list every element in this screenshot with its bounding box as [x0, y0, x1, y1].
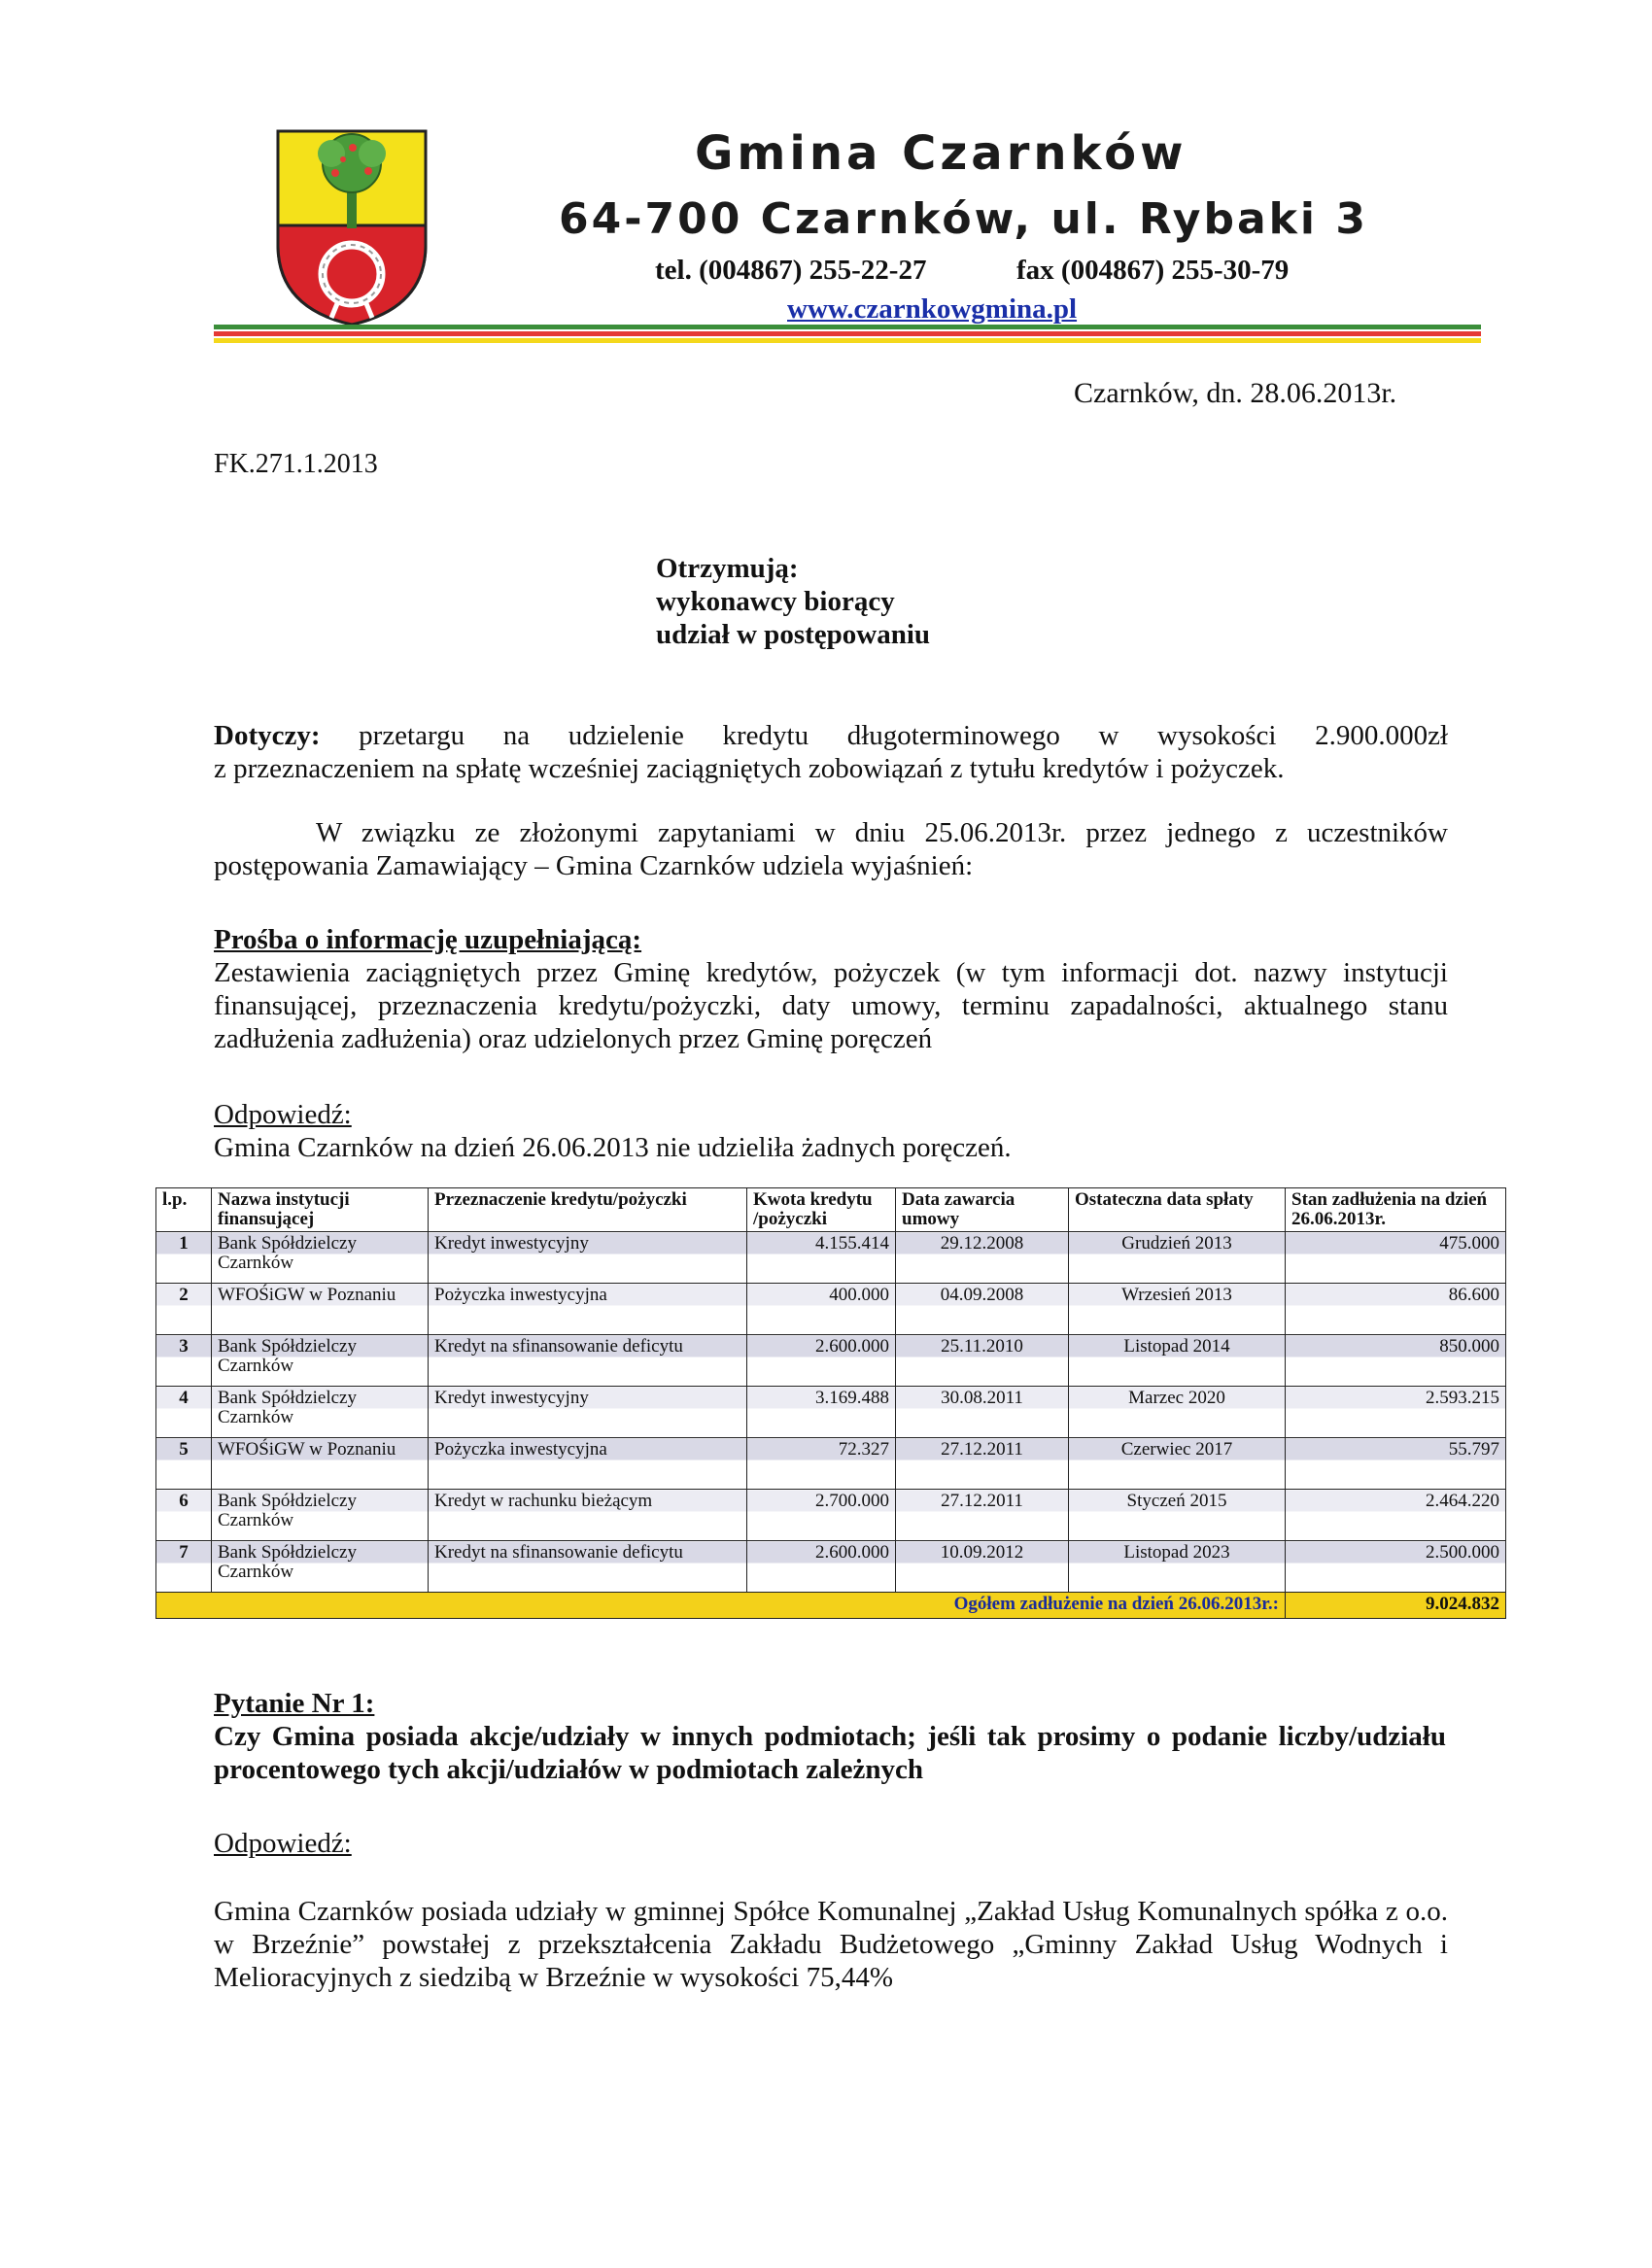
column-header: Przeznaczenie kredytu/pożyczki	[429, 1188, 747, 1232]
table-row	[156, 1387, 1506, 1438]
cell-debt: 475.000	[1286, 1232, 1506, 1284]
column-header: Kwota kredytu /pożyczki	[747, 1188, 896, 1232]
cell-debt: 850.000	[1286, 1335, 1506, 1387]
request-heading: Prośba o informację uzupełniającą:	[214, 924, 642, 955]
cell-amount: 2.600.000	[747, 1541, 896, 1593]
column-header: Data zawarcia umowy	[896, 1188, 1069, 1232]
table-row	[156, 1541, 1506, 1593]
cell-lp: 7	[156, 1541, 212, 1593]
table-row	[156, 1438, 1506, 1490]
cell-contract-date: 27.12.2011	[896, 1490, 1069, 1541]
cell-lp: 2	[156, 1284, 212, 1335]
subject-label: Dotyczy:	[214, 720, 321, 751]
request-body: Zestawienia zaciągniętych przez Gminę kredytów, pożyczek (w tym informacji dot. nazwy instytucji finansującej, przeznaczenia kredytu/pożyczki, daty umowy, terminu zapadalności, aktualnego stanu zadłużenia zadłużenia) oraz udzielonych przez Gminę poręczeń	[214, 957, 1448, 1054]
cell-institution: WFOŚiGW w Poznaniu	[212, 1438, 429, 1490]
date-line: Czarnków, dn. 28.06.2013r.	[1074, 377, 1397, 409]
municipality-address: 64-700 Czarnków, ul. Rybaki 3	[559, 194, 1368, 244]
answer-text: Gmina Czarnków posiada udziały w gminnej Spółce Komunalnej „Zakład Usług Komunalnych spółka z o.o. w Brzeźnie” powstałej z przekształcenia Zakładu Budżetowego „Gminny Zakład Usług Wodnych i Melioracyjnych z siedzibą w Brzeźnie w wysokości 75,44%	[214, 1896, 1448, 1993]
cell-lp: 1	[156, 1232, 212, 1284]
table-row	[156, 1335, 1506, 1387]
cell-repayment-date: Marzec 2020	[1069, 1387, 1286, 1438]
answer-section	[214, 1098, 1448, 1164]
cell-institution: Bank Spółdzielczy Czarnków	[212, 1335, 429, 1387]
total-label: Ogółem zadłużenie na dzień 26.06.2013r.:	[156, 1593, 1286, 1619]
intro-text: W związku ze złożonymi zapytaniami w dniu 25.06.2013r. przez jednego z uczestników	[316, 817, 1448, 848]
cell-repayment-date: Listopad 2014	[1069, 1335, 1286, 1387]
cell-institution: Bank Spółdzielczy Czarnków	[212, 1490, 429, 1541]
recipients-line: wykonawcy biorący	[656, 586, 895, 617]
answer-text: Gmina Czarnków na dzień 26.06.2013 nie udzieliła żadnych poręczeń.	[214, 1132, 1012, 1163]
cell-contract-date: 04.09.2008	[896, 1284, 1069, 1335]
cell-purpose: Pożyczka inwestycyjna	[429, 1284, 747, 1335]
cell-repayment-date: Wrzesień 2013	[1069, 1284, 1286, 1335]
cell-institution: Bank Spółdzielczy Czarnków	[212, 1232, 429, 1284]
question-heading: Pytanie Nr 1:	[214, 1688, 375, 1719]
cell-debt: 55.797	[1286, 1438, 1506, 1490]
subject-paragraph	[214, 719, 1448, 785]
column-header: Ostateczna data spłaty	[1069, 1188, 1286, 1232]
question-body: Czy Gmina posiada akcje/udziały w innych podmiotach; jeśli tak prosimy o podanie liczby/udziału procentowego tych akcji/udziałów w podmiotach zależnych	[214, 1721, 1446, 1785]
total-value: 9.024.832	[1286, 1593, 1506, 1619]
cell-repayment-date: Styczeń 2015	[1069, 1490, 1286, 1541]
request-section	[214, 923, 1448, 1055]
cell-repayment-date: Listopad 2023	[1069, 1541, 1286, 1593]
question-section	[214, 1687, 1446, 1786]
cell-contract-date: 10.09.2012	[896, 1541, 1069, 1593]
answer-text-block	[214, 1895, 1448, 1994]
cell-debt: 2.464.220	[1286, 1490, 1506, 1541]
cell-amount: 2.700.000	[747, 1490, 896, 1541]
answer-label: Odpowiedź:	[214, 1099, 352, 1130]
fax-number: fax (004867) 255-30-79	[1016, 255, 1290, 286]
table-row	[156, 1490, 1506, 1541]
cell-debt: 2.593.215	[1286, 1387, 1506, 1438]
column-header: Nazwa instytucji finansującej	[212, 1188, 429, 1232]
answer-label: Odpowiedź:	[214, 1828, 352, 1859]
cell-contract-date: 29.12.2008	[896, 1232, 1069, 1284]
cell-lp: 3	[156, 1335, 212, 1387]
subject-text-cont: z przeznaczeniem na spłatę wcześniej zaciągniętych zobowiązań z tytułu kredytów i pożyczek.	[214, 753, 1285, 784]
cell-amount: 72.327	[747, 1438, 896, 1490]
cell-purpose: Kredyt inwestycyjny	[429, 1387, 747, 1438]
phone-number: tel. (004867) 255-22-27	[655, 255, 927, 286]
cell-purpose: Kredyt na sfinansowanie deficytu	[429, 1335, 747, 1387]
cell-amount: 3.169.488	[747, 1387, 896, 1438]
cell-amount: 400.000	[747, 1284, 896, 1335]
cell-amount: 4.155.414	[747, 1232, 896, 1284]
cell-debt: 2.500.000	[1286, 1541, 1506, 1593]
header-stripes	[214, 325, 1481, 346]
cell-repayment-date: Grudzień 2013	[1069, 1232, 1286, 1284]
municipality-title: Gmina Czarnków	[695, 126, 1187, 181]
cell-lp: 4	[156, 1387, 212, 1438]
cell-contract-date: 27.12.2011	[896, 1438, 1069, 1490]
website-link[interactable]: www.czarnkowgmina.pl	[787, 293, 1078, 325]
cell-repayment-date: Czerwiec 2017	[1069, 1438, 1286, 1490]
cell-purpose: Kredyt na sfinansowanie deficytu	[429, 1541, 747, 1593]
cell-purpose: Kredyt inwestycyjny	[429, 1232, 747, 1284]
table-row	[156, 1284, 1506, 1335]
cell-contract-date: 25.11.2010	[896, 1335, 1069, 1387]
cell-purpose: Pożyczka inwestycyjna	[429, 1438, 747, 1490]
cell-institution: Bank Spółdzielczy Czarnków	[212, 1387, 429, 1438]
recipients-line: Otrzymują:	[656, 553, 799, 584]
table-row	[156, 1232, 1506, 1284]
cell-institution: WFOŚiGW w Poznaniu	[212, 1284, 429, 1335]
table-header-row	[156, 1188, 1506, 1232]
cell-institution: Bank Spółdzielczy Czarnków	[212, 1541, 429, 1593]
cell-contract-date: 30.08.2011	[896, 1387, 1069, 1438]
subject-text: przetargu na udzielenie kredytu długoterminowego w wysokości 2.900.000zł	[359, 720, 1449, 751]
reference-number: FK.271.1.2013	[214, 449, 378, 479]
cell-lp: 6	[156, 1490, 212, 1541]
recipients-block	[656, 552, 930, 651]
intro-text-cont: postępowania Zamawiający – Gmina Czarnków udziela wyjaśnień:	[214, 850, 974, 881]
table-total-row	[156, 1593, 1506, 1619]
cell-purpose: Kredyt w rachunku bieżącym	[429, 1490, 747, 1541]
cell-lp: 5	[156, 1438, 212, 1490]
recipients-line: udział w postępowaniu	[656, 619, 931, 650]
intro-paragraph	[214, 816, 1448, 882]
answer-label-block	[214, 1827, 1448, 1860]
coat-of-arms-icon	[275, 128, 429, 327]
cell-debt: 86.600	[1286, 1284, 1506, 1335]
column-header: Stan zadłużenia na dzień 26.06.2013r.	[1286, 1188, 1506, 1232]
column-header: l.p.	[156, 1188, 212, 1232]
cell-amount: 2.600.000	[747, 1335, 896, 1387]
debt-table	[155, 1187, 1506, 1619]
